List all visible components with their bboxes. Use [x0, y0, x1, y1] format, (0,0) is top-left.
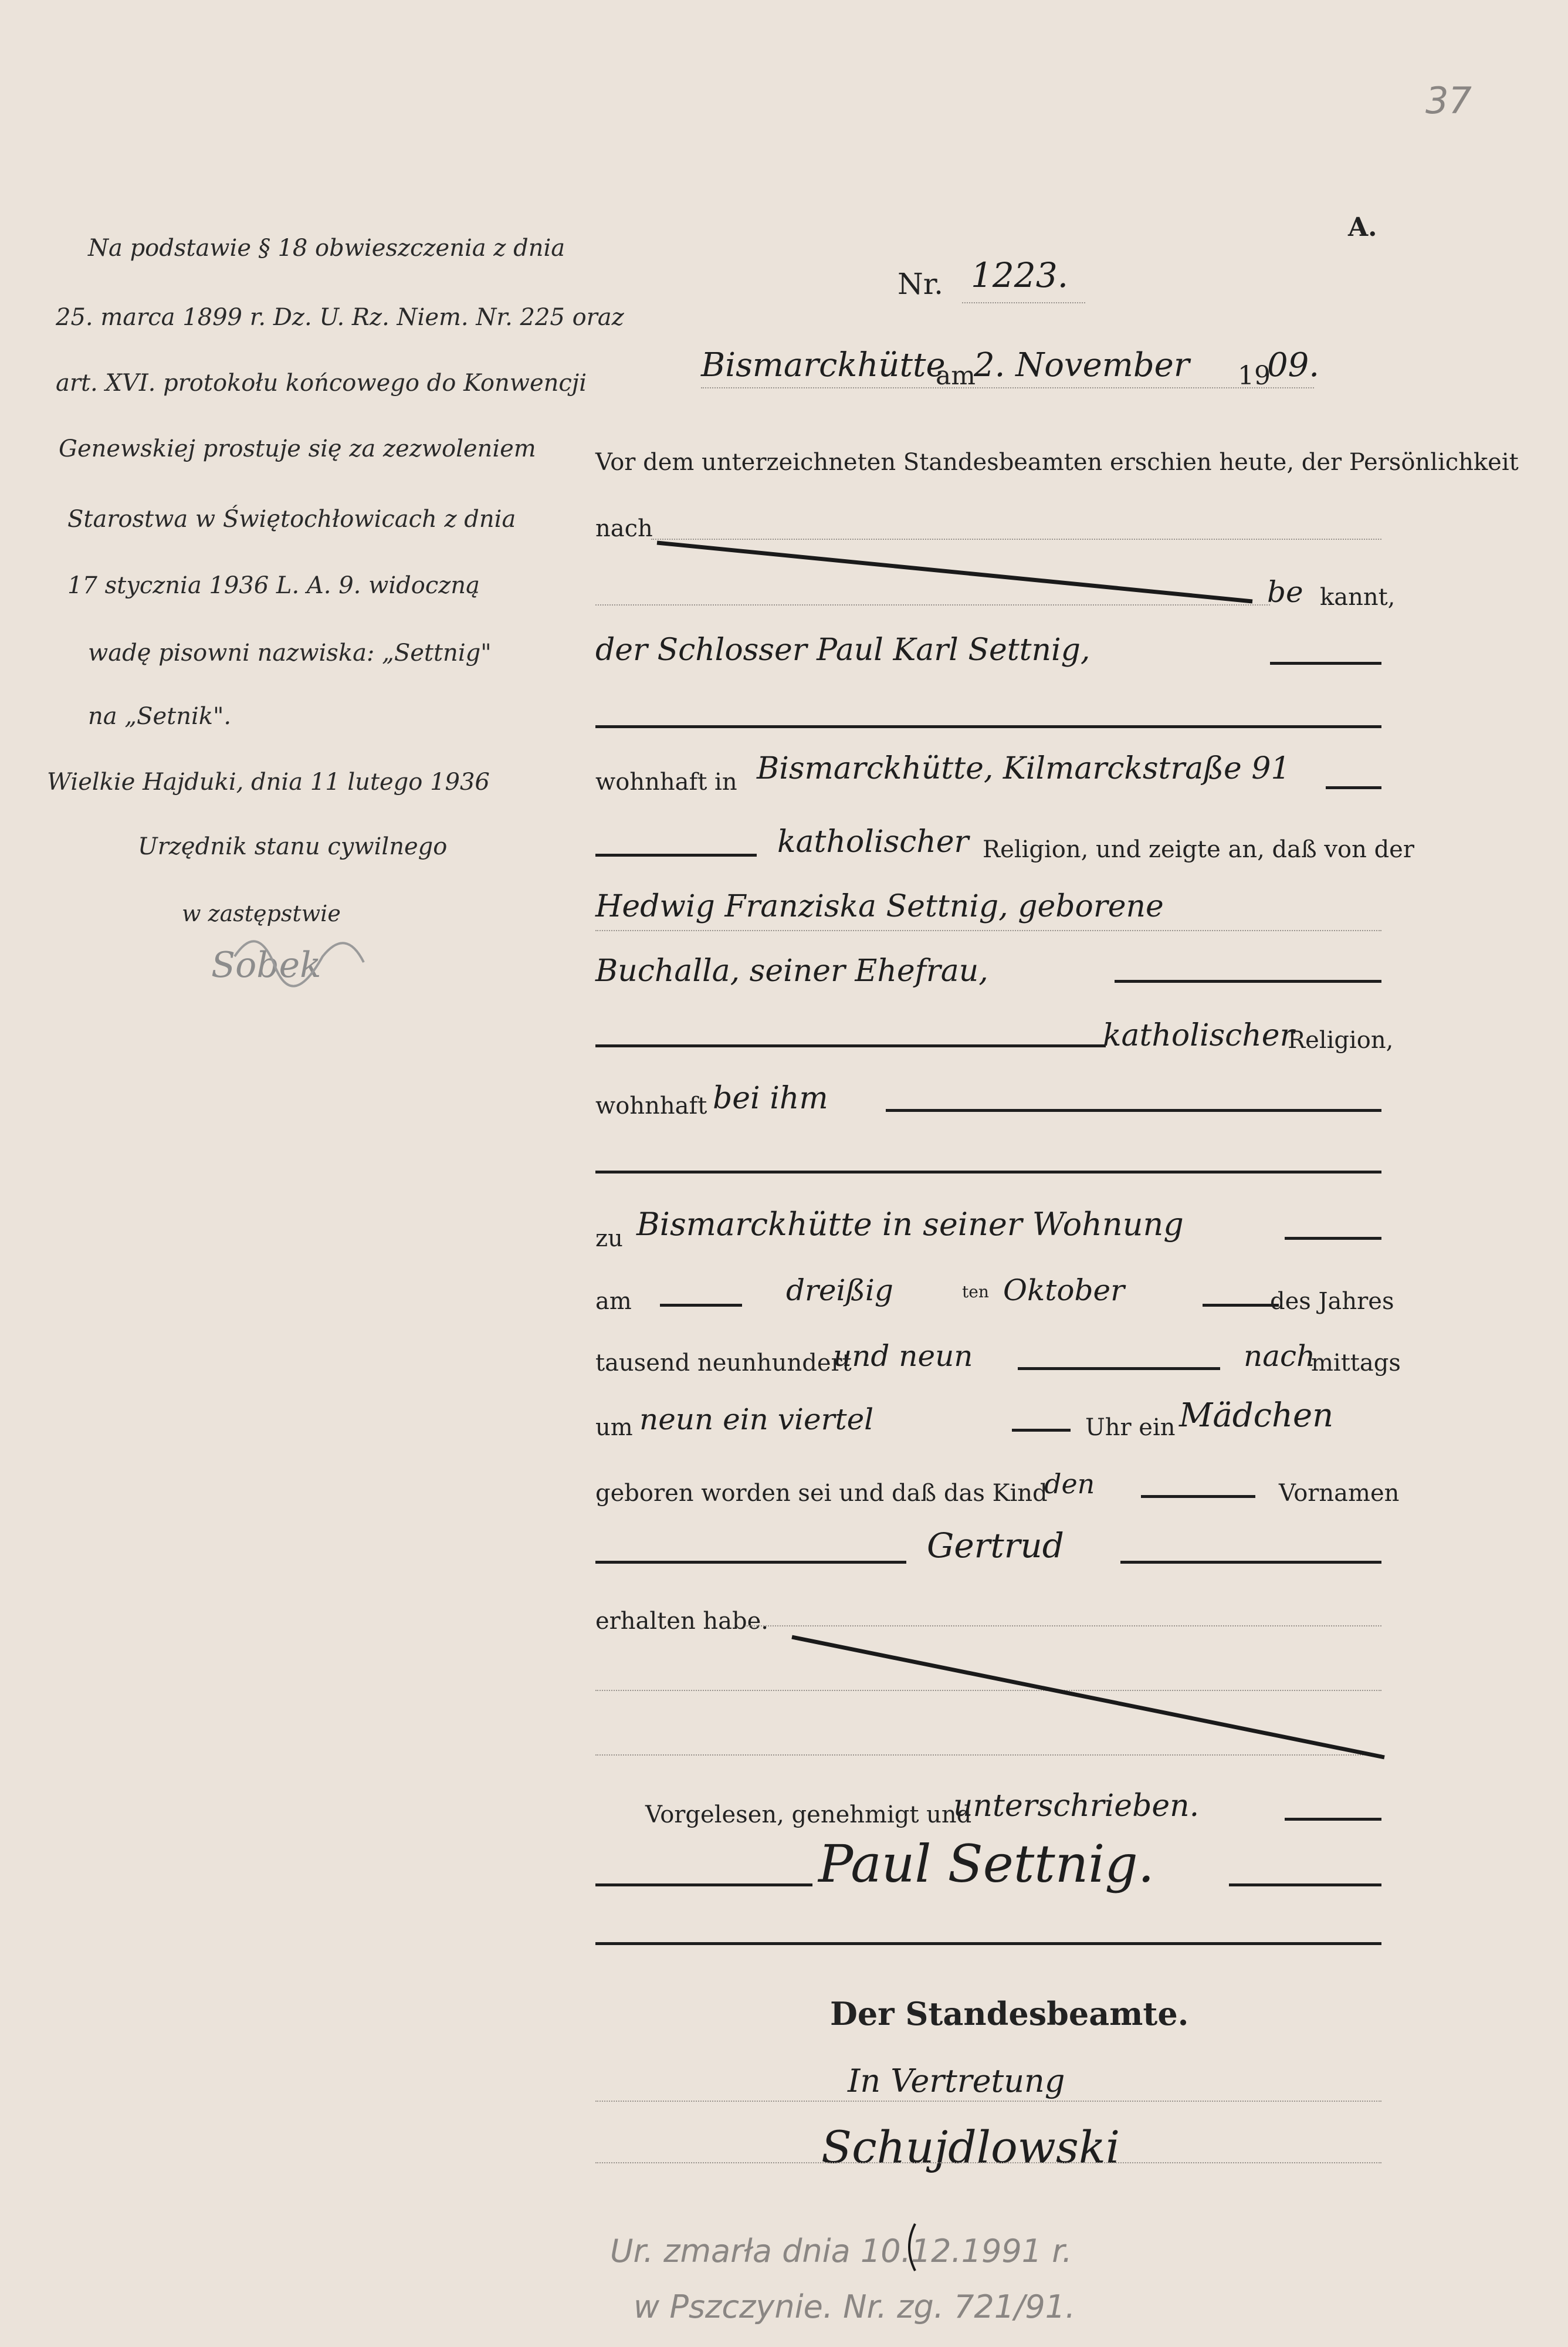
- page-number: 37: [1425, 79, 1472, 122]
- nach-label: nach: [595, 515, 653, 542]
- place-of-registration: Bismarckhütte: [701, 346, 946, 384]
- in-vertretung: In Vertretung: [848, 2062, 1065, 2099]
- margin-note-line: art. XVI. protokołu końcowego do Konwencji: [56, 370, 587, 397]
- nr-value: 1223.: [971, 255, 1069, 295]
- cancel-line-nach: [657, 543, 1252, 601]
- tausend-label: tausend neunhundert: [595, 1350, 852, 1377]
- uhr-ein: Uhr ein: [1085, 1414, 1176, 1441]
- margin-note-substitute: w zastępstwie: [182, 901, 341, 926]
- margin-note-line: Na podstawie § 18 obwieszczenia z dnia: [88, 235, 565, 262]
- margin-note-line: Genewskiej prostuje się za zezwoleniem: [59, 435, 536, 462]
- geboren-text: geboren worden sei und daß das Kind: [595, 1480, 1048, 1507]
- year-handwritten: 09.: [1267, 346, 1320, 384]
- official-signature: Schujdlowski: [821, 2121, 1120, 2173]
- margin-note-official-title: Urzędnik stanu cywilnego: [138, 833, 448, 860]
- death-note-line-2: w Pszczynie. Nr. zg. 721/91.: [634, 2288, 1076, 2325]
- registration-date: 2. November: [974, 346, 1190, 384]
- nr-label: Nr.: [898, 267, 944, 301]
- ten-suffix: ten: [962, 1282, 989, 1301]
- informant-address: Bismarckhütte, Kilmarckstraße 91: [757, 751, 1291, 786]
- am-label: am: [936, 361, 976, 391]
- birth-time: neun ein viertel: [639, 1402, 874, 1436]
- form-letter: A.: [1348, 212, 1377, 242]
- intro-text: Vor dem unterzeichneten Standesbeamten erschien heute, der Persönlichkeit: [595, 449, 1519, 476]
- margin-note-line: 17 stycznia 1936 L. A. 9. widoczną: [67, 572, 480, 599]
- margin-note-line: Starostwa w Świętochłowicach z dnia: [67, 506, 516, 533]
- margin-note-line: na „Setnik".: [88, 703, 232, 730]
- am-label-2: am: [595, 1288, 632, 1315]
- unterschrieben: unterschrieben.: [953, 1788, 1200, 1824]
- child-name: Gertrud: [927, 1526, 1064, 1565]
- mittags-label: mittags: [1311, 1350, 1401, 1377]
- religion-label: Religion,: [1288, 1027, 1394, 1054]
- child-sex: Mädchen: [1179, 1396, 1334, 1435]
- cancel-line-erhalten: [792, 1637, 1384, 1757]
- official-signature-flourish: [909, 2224, 915, 2271]
- nach-mittags-hand: nach: [1244, 1339, 1316, 1373]
- birth-year-words: und neun: [833, 1339, 973, 1373]
- mother-religion: katholischer: [1103, 1018, 1295, 1053]
- year-printed: 19: [1238, 361, 1271, 391]
- des-jahres: des Jahres: [1270, 1288, 1394, 1315]
- kind-article: den: [1044, 1468, 1095, 1500]
- margin-note-line: 25. marca 1899 r. Dz. U. Rz. Niem. Nr. 225 oraz: [56, 304, 624, 331]
- wohnhaft-label: wohnhaft in: [595, 769, 737, 796]
- informant-name: der Schlosser Paul Karl Settnig,: [595, 633, 1091, 668]
- informant-religion: katholischer: [777, 824, 969, 860]
- erhalten-label: erhalten habe.: [595, 1608, 769, 1635]
- mother-line-1: Hedwig Franziska Settnig, geborene: [595, 889, 1164, 924]
- official-heading: Der Standesbeamte.: [830, 1995, 1189, 2033]
- margin-signature-flourish: [235, 941, 364, 986]
- kannt-label: kannt,: [1320, 584, 1396, 611]
- mother-address: bei ihm: [713, 1081, 828, 1116]
- death-note-line-1: Ur. zmarła dnia 10.12.1991 r.: [610, 2233, 1072, 2270]
- mother-line-2: Buchalla, seiner Ehefrau,: [595, 953, 988, 989]
- margin-note-place-date: Wielkie Hajduki, dnia 11 lutego 1936: [47, 769, 490, 796]
- vorgelesen-label: Vorgelesen, genehmigt und: [645, 1801, 972, 1828]
- birth-day: dreißig: [786, 1273, 893, 1307]
- wohnhaft-label-2: wohnhaft: [595, 1093, 707, 1120]
- bekannt-hand: be: [1267, 575, 1303, 609]
- birth-place: Bismarckhütte in seiner Wohnung: [636, 1206, 1184, 1243]
- informant-signature: Paul Settnig.: [818, 1834, 1154, 1894]
- margin-note-signature: Sobek: [211, 945, 321, 986]
- margin-note-line: wadę pisowni nazwiska: „Settnig": [88, 640, 492, 667]
- vornamen-label: Vornamen: [1279, 1480, 1400, 1507]
- zu-label: zu: [595, 1225, 623, 1252]
- um-label: um: [595, 1414, 633, 1441]
- religion-clause: Religion, und zeigte an, daß von der: [983, 836, 1414, 863]
- birth-month: Oktober: [1003, 1273, 1125, 1307]
